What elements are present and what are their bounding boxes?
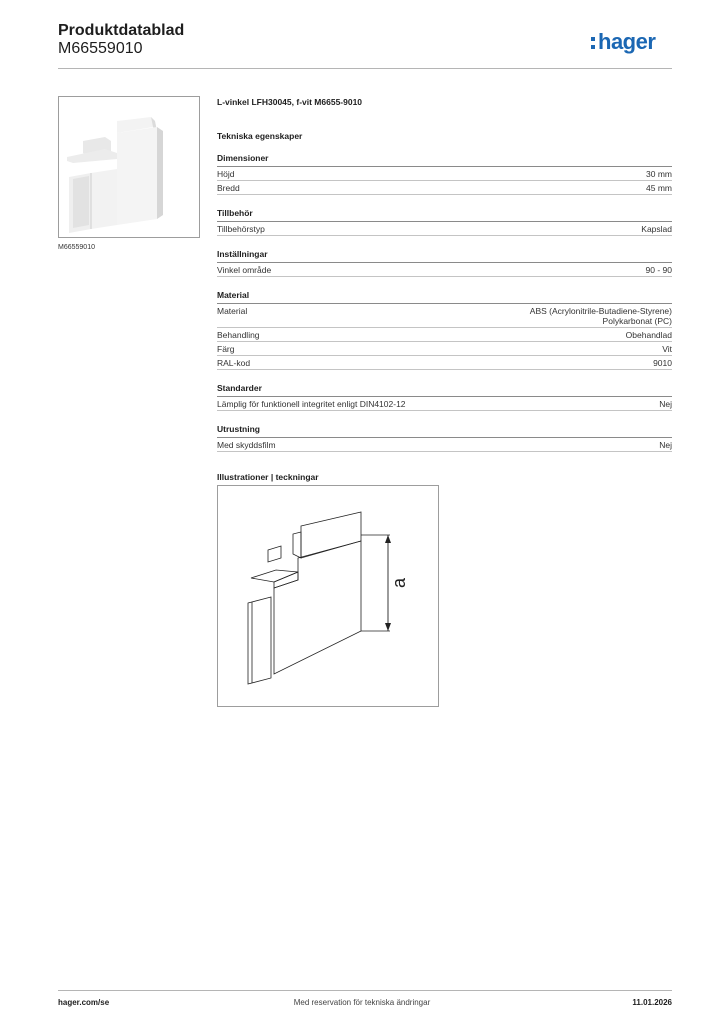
product-photo bbox=[58, 96, 200, 238]
dimension-arrow-top bbox=[385, 535, 391, 543]
tech-heading: Tekniska egenskaper bbox=[217, 131, 303, 141]
header-divider bbox=[58, 68, 672, 69]
spec-row bbox=[217, 222, 672, 236]
spec-row bbox=[217, 167, 672, 181]
section-installningar bbox=[217, 249, 672, 277]
spec-row bbox=[217, 304, 672, 328]
spec-value: Nej bbox=[659, 398, 672, 409]
footer-divider bbox=[58, 990, 672, 991]
drawing-svg bbox=[218, 486, 438, 706]
spec-label: Behandling bbox=[217, 329, 260, 340]
dimension-label: a bbox=[388, 577, 409, 589]
spec-label: Höjd bbox=[217, 168, 235, 179]
spec-row bbox=[217, 397, 672, 411]
spec-row bbox=[217, 263, 672, 277]
drawing-main-face bbox=[274, 541, 361, 674]
spec-row bbox=[217, 356, 672, 370]
section-title: Utrustning bbox=[217, 424, 672, 438]
spec-value: Obehandlad bbox=[625, 329, 672, 340]
section-material bbox=[217, 290, 672, 370]
spec-value: Kapslad bbox=[641, 223, 672, 234]
specifications bbox=[217, 96, 672, 483]
spec-value: Nej bbox=[659, 439, 672, 450]
footer-disclaimer: Med reservation för tekniska ändringar bbox=[293, 998, 431, 1007]
spec-label: Tillbehörstyp bbox=[217, 223, 265, 234]
spec-value: 9010 bbox=[653, 357, 672, 368]
spec-label: Med skyddsfilm bbox=[217, 439, 276, 450]
spec-label: Bredd bbox=[217, 182, 240, 193]
section-title: Standarder bbox=[217, 383, 672, 397]
section-title: Material bbox=[217, 290, 672, 304]
spec-value: 45 mm bbox=[646, 182, 672, 193]
product-title: L-vinkel LFH30045, f-vit M6655-9010 bbox=[217, 97, 363, 107]
spec-row bbox=[217, 181, 672, 195]
spec-value: ABS (Acrylonitrile-Butadiene-Styrene) Polykarbonat (PC) bbox=[529, 305, 672, 326]
drawing-side-face bbox=[248, 597, 271, 684]
page-title: Produktdatablad bbox=[58, 22, 185, 39]
spec-value: 90 - 90 bbox=[645, 264, 672, 275]
spec-label: Vinkel område bbox=[217, 264, 272, 275]
spec-label: Lämplig för funktionell integritet enligt DIN4102-12 bbox=[217, 398, 406, 409]
spec-label: Material bbox=[217, 305, 248, 316]
section-tillbehor bbox=[217, 208, 672, 236]
section-title: Dimensioner bbox=[217, 153, 672, 167]
product-photo-image bbox=[59, 97, 199, 237]
section-standarder bbox=[217, 383, 672, 411]
footer-date: 11.01.2026 bbox=[632, 998, 672, 1007]
spec-value: 30 mm bbox=[646, 168, 672, 179]
section-utrustning bbox=[217, 424, 672, 452]
spec-label: RAL-kod bbox=[217, 357, 251, 368]
spec-label: Färg bbox=[217, 343, 235, 354]
illustrations-heading: Illustrationer | teckningar bbox=[217, 472, 319, 482]
section-title: Inställningar bbox=[217, 249, 672, 263]
spec-row bbox=[217, 438, 672, 452]
section-title: Tillbehör bbox=[217, 208, 672, 222]
article-number: M66559010 bbox=[58, 40, 143, 57]
technical-drawing bbox=[217, 485, 439, 707]
section-dimensioner bbox=[217, 153, 672, 195]
footer-website-link[interactable]: hager.com/se bbox=[58, 998, 110, 1007]
photo-caption: M66559010 bbox=[58, 244, 95, 251]
spec-value: Vit bbox=[662, 343, 672, 354]
spec-row bbox=[217, 342, 672, 356]
dimension-arrow-bottom bbox=[385, 623, 391, 631]
svg-text:hager: hager bbox=[598, 29, 656, 54]
hager-logo bbox=[590, 28, 676, 60]
drawing-top-face bbox=[301, 512, 361, 558]
spec-row bbox=[217, 328, 672, 342]
